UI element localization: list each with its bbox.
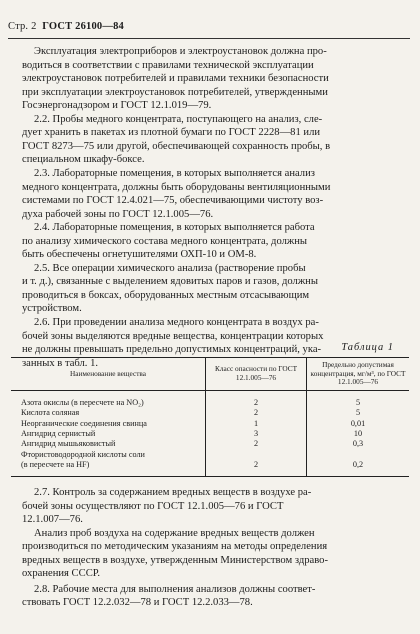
cell-pdk: 0,01 — [307, 419, 410, 429]
col-header-substance: Наименование вещества — [11, 358, 206, 391]
cell-pdk — [307, 450, 410, 460]
cell-hazard-class: 2 — [206, 408, 307, 418]
table-row — [11, 390, 409, 408]
cell-substance: Ангидрид мышьяковистый — [21, 439, 116, 449]
text-line: проводиться в боксах, оборудованных местным отсасывающим — [22, 289, 310, 301]
standard-code: ГОСТ 26100—84 — [42, 21, 124, 32]
cell-substance: Ангидрид сернистый — [21, 429, 96, 438]
col-header-hazard-class: Класс опасности по ГОСТ 12.1.005—76 — [206, 358, 307, 391]
table-row — [11, 429, 409, 439]
cell-pdk: 5 — [307, 408, 410, 418]
cell-pdk: 10 — [307, 429, 410, 439]
text-line: ствовать ГОСТ 12.2.032—78 и ГОСТ 12.2.033—78. — [22, 597, 253, 609]
cell-hazard-class — [206, 450, 307, 460]
cell-pdk: 5 — [307, 390, 410, 408]
text-line: ГОСТ 8273—75 или другой, обеспечивающей сохранность пробы, в — [22, 140, 331, 152]
header-rule — [8, 38, 410, 39]
cell-substance: Неорганические соединения свинца — [21, 418, 147, 428]
cell-substance: (в пересчете на HF) — [11, 460, 206, 476]
text-line: медного концентрата, должны быть оборудованы вентиляционными — [22, 181, 331, 193]
cell-substance: Кислота соляная — [21, 408, 80, 418]
table-row — [11, 439, 409, 449]
col-header-pdk: Предельно допустимая концентрация, мг/м³, по ГОСТ 12.1.005—76 — [307, 358, 410, 391]
text-line: электроустановок потребителей и правилами техники безопасности — [22, 73, 329, 85]
cell-substance: Азота окислы (в пересчете на NO₂) — [21, 397, 144, 407]
text-line: специальном шкафу-боксе. — [22, 154, 145, 166]
text-line: вредных веществ в воздухе, утвержденным Министерством здраво- — [22, 554, 329, 566]
table-row — [11, 450, 409, 460]
table-row — [11, 460, 409, 476]
text-line: охранения СССР. — [22, 568, 100, 580]
table-row — [11, 408, 409, 418]
text-line: Анализ проб воздуха на содержание вредных веществ должен — [34, 527, 315, 539]
text-line: и т. д.), связанные с выделением ядовитых паров и газов, должны — [22, 276, 318, 288]
text-line: не должны превышать предельно допустимых концентраций, ука- — [22, 344, 322, 356]
text-line: производиться по методическим указаниям на методы определения — [22, 541, 328, 553]
text-line: Госэнергонадзором и ГОСТ 12.1.019—79. — [22, 100, 212, 112]
cell-hazard-class: 2 — [206, 460, 307, 476]
text-line: бочей зоны выделяются вредные вещества, концентрации которых — [22, 330, 324, 342]
text-line: 2.4. Лабораторные помещения, в которых выполняется работа — [34, 222, 315, 234]
text-line: 12.1.007—76. — [22, 514, 83, 526]
cell-pdk: 0,2 — [307, 460, 410, 476]
text-line: 2.6. При проведении анализа медного концентрата в воздух ра- — [34, 317, 319, 328]
page-header — [8, 21, 124, 32]
text-line: водиться в соответствии с правилами технической эксплуатации — [22, 59, 314, 71]
text-line: Эксплуатация электроприборов и электроустановок должна про- — [34, 46, 327, 57]
hazard-table — [11, 357, 409, 477]
cell-hazard-class: 1 — [206, 419, 307, 429]
table-caption: Таблица 1 — [341, 342, 394, 353]
table-row — [11, 419, 409, 429]
text-line: 2.7. Контроль за содержанием вредных веществ в воздухе ра- — [34, 487, 312, 498]
text-line: бочей зоны осуществляют по ГОСТ 12.1.005—76 и ГОСТ — [22, 500, 284, 512]
text-line: 2.3. Лабораторные помещения, в которых выполняется анализ — [34, 167, 315, 179]
cell-pdk: 0,3 — [307, 439, 410, 449]
cell-hazard-class: 3 — [206, 429, 307, 439]
cell-hazard-class: 2 — [206, 439, 307, 449]
text-line: системами по ГОСТ 12.4.021—75, обеспечивающими чистоту воз- — [22, 195, 324, 207]
page-number: Стр. 2 — [8, 21, 37, 32]
text-line: 2.5. Все операции химического анализа (растворение пробы — [34, 262, 306, 274]
cell-substance: Фтористоводородной кислоты соли — [21, 449, 145, 459]
text-line: при эксплуатации электроустановок потребителей, утвержденными — [22, 86, 328, 98]
cell-hazard-class: 2 — [206, 390, 307, 408]
text-line: духа рабочей зоны по ГОСТ 12.1.005—76. — [22, 208, 214, 220]
text-line: устройством. — [22, 303, 82, 315]
text-line: быть обеспечены огнетушителями ОХП-10 и ОМ-8. — [22, 249, 257, 261]
text-line: 2.2. Пробы медного концентрата, поступающего на анализ, сле- — [34, 113, 323, 125]
text-line: дует хранить в пакетах из плотной бумаги по ГОСТ 2228—81 или — [22, 127, 321, 139]
text-line: 2.8. Рабочие места для выполнения анализов должны соответ- — [34, 583, 316, 595]
text-line: занных в табл. 1. — [22, 357, 99, 369]
text-line: по анализу химического состава медного концентрата, должны — [22, 235, 307, 247]
